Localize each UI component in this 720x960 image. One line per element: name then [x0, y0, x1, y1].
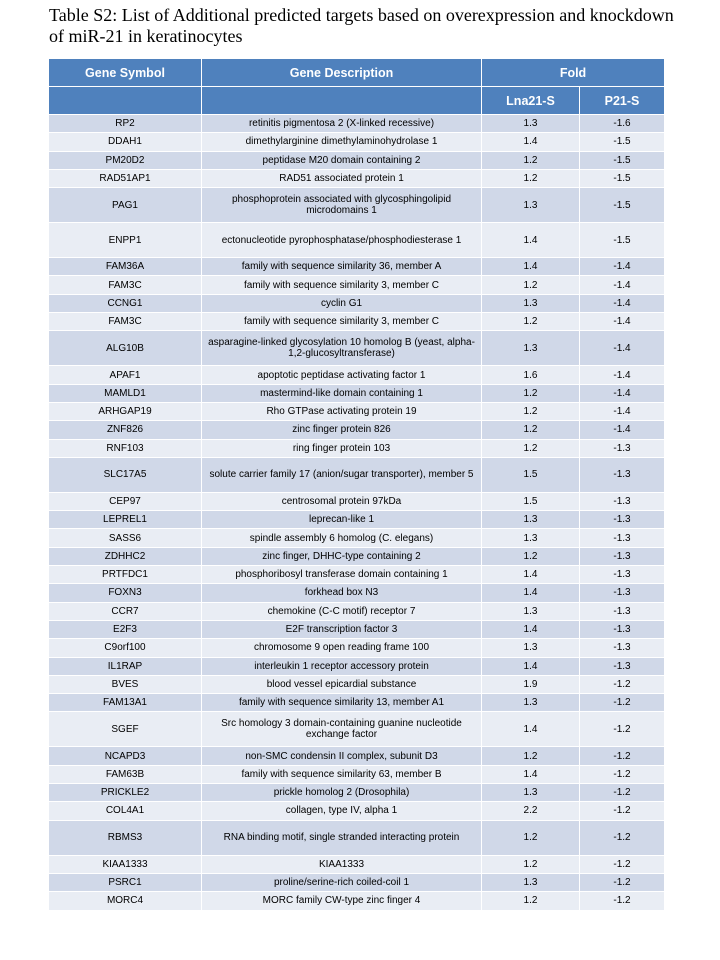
p21-s-cell: -1.4 — [580, 258, 665, 276]
gene-symbol-cell: FAM13A1 — [49, 694, 202, 712]
lna21-s-cell: 1.2 — [482, 747, 580, 765]
gene-symbol-cell: FAM63B — [49, 765, 202, 783]
lna21-s-cell: 2.2 — [482, 802, 580, 820]
table-row — [49, 133, 665, 151]
p21-s-cell: -1.5 — [580, 133, 665, 151]
p21-s-cell: -1.2 — [580, 747, 665, 765]
gene-symbol-cell: MAMLD1 — [49, 384, 202, 402]
table-row — [49, 675, 665, 693]
gene-symbol-cell: E2F3 — [49, 620, 202, 638]
lna21-s-cell: 1.3 — [482, 784, 580, 802]
table-row — [49, 421, 665, 439]
lna21-s-cell: 1.2 — [482, 313, 580, 331]
gene-description-cell: spindle assembly 6 homolog (C. elegans) — [202, 529, 482, 547]
gene-description-cell: solute carrier family 17 (anion/sugar transporter), member 5 — [202, 457, 482, 492]
table-row — [49, 529, 665, 547]
p21-s-cell: -1.4 — [580, 384, 665, 402]
gene-description-cell: MORC family CW-type zinc finger 4 — [202, 892, 482, 910]
p21-s-cell: -1.2 — [580, 820, 665, 855]
gene-symbol-cell: SLC17A5 — [49, 457, 202, 492]
table-row — [49, 457, 665, 492]
gene-symbol-cell: COL4A1 — [49, 802, 202, 820]
gene-description-cell: leprecan-like 1 — [202, 511, 482, 529]
p21-s-cell: -1.5 — [580, 169, 665, 187]
table-row — [49, 584, 665, 602]
gene-description-cell: blood vessel epicardial substance — [202, 675, 482, 693]
lna21-s-cell: 1.2 — [482, 402, 580, 420]
gene-description-cell: centrosomal protein 97kDa — [202, 492, 482, 510]
gene-symbol-cell: BVES — [49, 675, 202, 693]
gene-description-cell: apoptotic peptidase activating factor 1 — [202, 366, 482, 384]
p21-s-cell: -1.2 — [580, 784, 665, 802]
gene-description-cell: RNA binding motif, single stranded interacting protein — [202, 820, 482, 855]
gene-description-cell: collagen, type IV, alpha 1 — [202, 802, 482, 820]
table-row — [49, 294, 665, 312]
lna21-s-cell: 1.4 — [482, 712, 580, 747]
p21-s-cell: -1.2 — [580, 712, 665, 747]
lna21-s-cell: 1.2 — [482, 384, 580, 402]
p21-s-cell: -1.2 — [580, 873, 665, 891]
table-row — [49, 402, 665, 420]
p21-s-cell: -1.2 — [580, 675, 665, 693]
gene-description-cell: family with sequence similarity 63, member B — [202, 765, 482, 783]
gene-symbol-cell: NCAPD3 — [49, 747, 202, 765]
table-row — [49, 547, 665, 565]
lna21-s-cell: 1.5 — [482, 492, 580, 510]
p21-s-cell: -1.2 — [580, 765, 665, 783]
gene-symbol-cell: PM20D2 — [49, 151, 202, 169]
p21-s-cell: -1.3 — [580, 529, 665, 547]
header-gene-description: Gene Description — [202, 59, 482, 87]
lna21-s-cell: 1.2 — [482, 547, 580, 565]
gene-description-cell: cyclin G1 — [202, 294, 482, 312]
lna21-s-cell: 1.3 — [482, 188, 580, 223]
header-fold: Fold — [482, 59, 665, 87]
p21-s-cell: -1.3 — [580, 639, 665, 657]
gene-symbol-cell: ZNF826 — [49, 421, 202, 439]
gene-description-cell: family with sequence similarity 3, member C — [202, 276, 482, 294]
p21-s-cell: -1.2 — [580, 802, 665, 820]
gene-symbol-cell: CEP97 — [49, 492, 202, 510]
gene-description-cell: phosphoprotein associated with glycosphingolipid microdomains 1 — [202, 188, 482, 223]
header-blank-2 — [202, 87, 482, 115]
p21-s-cell: -1.3 — [580, 439, 665, 457]
lna21-s-cell: 1.3 — [482, 694, 580, 712]
lna21-s-cell: 1.4 — [482, 133, 580, 151]
p21-s-cell: -1.4 — [580, 402, 665, 420]
table-body — [49, 115, 665, 911]
p21-s-cell: -1.3 — [580, 620, 665, 638]
p21-s-cell: -1.4 — [580, 276, 665, 294]
gene-symbol-cell: SASS6 — [49, 529, 202, 547]
p21-s-cell: -1.6 — [580, 115, 665, 133]
table-row — [49, 802, 665, 820]
lna21-s-cell: 1.2 — [482, 276, 580, 294]
gene-description-cell: E2F transcription factor 3 — [202, 620, 482, 638]
lna21-s-cell: 1.3 — [482, 529, 580, 547]
table-row — [49, 657, 665, 675]
gene-symbol-cell: ALG10B — [49, 331, 202, 366]
gene-description-cell: retinitis pigmentosa 2 (X-linked recessive) — [202, 115, 482, 133]
gene-symbol-cell: CCNG1 — [49, 294, 202, 312]
p21-s-cell: -1.4 — [580, 366, 665, 384]
gene-description-cell: zinc finger, DHHC-type containing 2 — [202, 547, 482, 565]
gene-description-cell: phosphoribosyl transferase domain containing 1 — [202, 566, 482, 584]
gene-description-cell: proline/serine-rich coiled-coil 1 — [202, 873, 482, 891]
lna21-s-cell: 1.4 — [482, 584, 580, 602]
p21-s-cell: -1.5 — [580, 188, 665, 223]
p21-s-cell: -1.4 — [580, 294, 665, 312]
lna21-s-cell: 1.3 — [482, 639, 580, 657]
gene-description-cell: mastermind-like domain containing 1 — [202, 384, 482, 402]
lna21-s-cell: 1.2 — [482, 820, 580, 855]
lna21-s-cell: 1.3 — [482, 511, 580, 529]
table-row — [49, 620, 665, 638]
header-blank-1 — [49, 87, 202, 115]
table-row — [49, 765, 665, 783]
lna21-s-cell: 1.3 — [482, 294, 580, 312]
gene-symbol-cell: KIAA1333 — [49, 855, 202, 873]
gene-symbol-cell: RNF103 — [49, 439, 202, 457]
gene-description-cell: interleukin 1 receptor accessory protein — [202, 657, 482, 675]
gene-description-cell: forkhead box N3 — [202, 584, 482, 602]
gene-symbol-cell: ARHGAP19 — [49, 402, 202, 420]
lna21-s-cell: 1.2 — [482, 421, 580, 439]
table-row — [49, 169, 665, 187]
gene-description-cell: family with sequence similarity 13, member A1 — [202, 694, 482, 712]
table-row — [49, 602, 665, 620]
header-gene-symbol: Gene Symbol — [49, 59, 202, 87]
lna21-s-cell: 1.4 — [482, 258, 580, 276]
gene-symbol-cell: RP2 — [49, 115, 202, 133]
table-row — [49, 258, 665, 276]
table-row — [49, 892, 665, 910]
table-row — [49, 366, 665, 384]
lna21-s-cell: 1.2 — [482, 855, 580, 873]
table-row — [49, 492, 665, 510]
gene-symbol-cell: DDAH1 — [49, 133, 202, 151]
gene-description-cell: ring finger protein 103 — [202, 439, 482, 457]
table-row — [49, 712, 665, 747]
header-p21-s: P21-S — [580, 87, 665, 115]
gene-symbol-cell: PRICKLE2 — [49, 784, 202, 802]
lna21-s-cell: 1.3 — [482, 331, 580, 366]
table-row — [49, 384, 665, 402]
gene-description-cell: asparagine-linked glycosylation 10 homolog B (yeast, alpha-1,2-glucosyltransferase) — [202, 331, 482, 366]
gene-description-cell: non-SMC condensin II complex, subunit D3 — [202, 747, 482, 765]
table-row — [49, 188, 665, 223]
gene-symbol-cell: LEPREL1 — [49, 511, 202, 529]
table-title: Table S2: List of Additional predicted targets based on overexpression and knockdown of miR-21 in keratinocytes — [49, 5, 674, 46]
p21-s-cell: -1.5 — [580, 151, 665, 169]
lna21-s-cell: 1.3 — [482, 602, 580, 620]
p21-s-cell: -1.3 — [580, 547, 665, 565]
gene-description-cell: KIAA1333 — [202, 855, 482, 873]
table-row — [49, 439, 665, 457]
gene-symbol-cell: ZDHHC2 — [49, 547, 202, 565]
table-row — [49, 313, 665, 331]
lna21-s-cell: 1.6 — [482, 366, 580, 384]
gene-symbol-cell: FAM36A — [49, 258, 202, 276]
p21-s-cell: -1.3 — [580, 584, 665, 602]
table-row — [49, 151, 665, 169]
lna21-s-cell: 1.4 — [482, 223, 580, 258]
lna21-s-cell: 1.2 — [482, 169, 580, 187]
gene-symbol-cell: CCR7 — [49, 602, 202, 620]
gene-symbol-cell: IL1RAP — [49, 657, 202, 675]
table-row — [49, 639, 665, 657]
gene-description-cell: family with sequence similarity 3, member C — [202, 313, 482, 331]
gene-description-cell: Rho GTPase activating protein 19 — [202, 402, 482, 420]
header-lna21-s: Lna21-S — [482, 87, 580, 115]
gene-symbol-cell: RBMS3 — [49, 820, 202, 855]
lna21-s-cell: 1.3 — [482, 115, 580, 133]
gene-symbol-cell: APAF1 — [49, 366, 202, 384]
p21-s-cell: -1.2 — [580, 892, 665, 910]
gene-description-cell: zinc finger protein 826 — [202, 421, 482, 439]
p21-s-cell: -1.4 — [580, 331, 665, 366]
p21-s-cell: -1.3 — [580, 566, 665, 584]
gene-description-cell: chromosome 9 open reading frame 100 — [202, 639, 482, 657]
gene-symbol-cell: PSRC1 — [49, 873, 202, 891]
table-row — [49, 747, 665, 765]
gene-description-cell: family with sequence similarity 36, member A — [202, 258, 482, 276]
table-row — [49, 873, 665, 891]
lna21-s-cell: 1.4 — [482, 657, 580, 675]
p21-s-cell: -1.4 — [580, 421, 665, 439]
p21-s-cell: -1.3 — [580, 657, 665, 675]
gene-symbol-cell: C9orf100 — [49, 639, 202, 657]
gene-description-cell: dimethylarginine dimethylaminohydrolase 1 — [202, 133, 482, 151]
lna21-s-cell: 1.2 — [482, 439, 580, 457]
gene-symbol-cell: FAM3C — [49, 313, 202, 331]
lna21-s-cell: 1.2 — [482, 892, 580, 910]
gene-symbol-cell: ENPP1 — [49, 223, 202, 258]
p21-s-cell: -1.4 — [580, 313, 665, 331]
gene-description-cell: ectonucleotide pyrophosphatase/phosphodiesterase 1 — [202, 223, 482, 258]
p21-s-cell: -1.3 — [580, 602, 665, 620]
p21-s-cell: -1.5 — [580, 223, 665, 258]
lna21-s-cell: 1.4 — [482, 566, 580, 584]
p21-s-cell: -1.3 — [580, 511, 665, 529]
p21-s-cell: -1.2 — [580, 694, 665, 712]
gene-symbol-cell: FOXN3 — [49, 584, 202, 602]
lna21-s-cell: 1.4 — [482, 765, 580, 783]
targets-table — [48, 58, 665, 911]
lna21-s-cell: 1.2 — [482, 151, 580, 169]
gene-description-cell: prickle homolog 2 (Drosophila) — [202, 784, 482, 802]
p21-s-cell: -1.3 — [580, 492, 665, 510]
lna21-s-cell: 1.3 — [482, 873, 580, 891]
table-row — [49, 115, 665, 133]
gene-description-cell: Src homology 3 domain-containing guanine nucleotide exchange factor — [202, 712, 482, 747]
table-row — [49, 855, 665, 873]
lna21-s-cell: 1.4 — [482, 620, 580, 638]
gene-description-cell: peptidase M20 domain containing 2 — [202, 151, 482, 169]
table-row — [49, 784, 665, 802]
gene-description-cell: chemokine (C-C motif) receptor 7 — [202, 602, 482, 620]
table-row — [49, 511, 665, 529]
table-row — [49, 820, 665, 855]
lna21-s-cell: 1.5 — [482, 457, 580, 492]
gene-symbol-cell: PRTFDC1 — [49, 566, 202, 584]
p21-s-cell: -1.2 — [580, 855, 665, 873]
gene-symbol-cell: PAG1 — [49, 188, 202, 223]
gene-description-cell: RAD51 associated protein 1 — [202, 169, 482, 187]
table-row — [49, 694, 665, 712]
table-row — [49, 276, 665, 294]
gene-symbol-cell: MORC4 — [49, 892, 202, 910]
table-row — [49, 566, 665, 584]
table-row — [49, 331, 665, 366]
p21-s-cell: -1.3 — [580, 457, 665, 492]
lna21-s-cell: 1.9 — [482, 675, 580, 693]
table-row — [49, 223, 665, 258]
gene-symbol-cell: RAD51AP1 — [49, 169, 202, 187]
gene-symbol-cell: FAM3C — [49, 276, 202, 294]
gene-symbol-cell: SGEF — [49, 712, 202, 747]
